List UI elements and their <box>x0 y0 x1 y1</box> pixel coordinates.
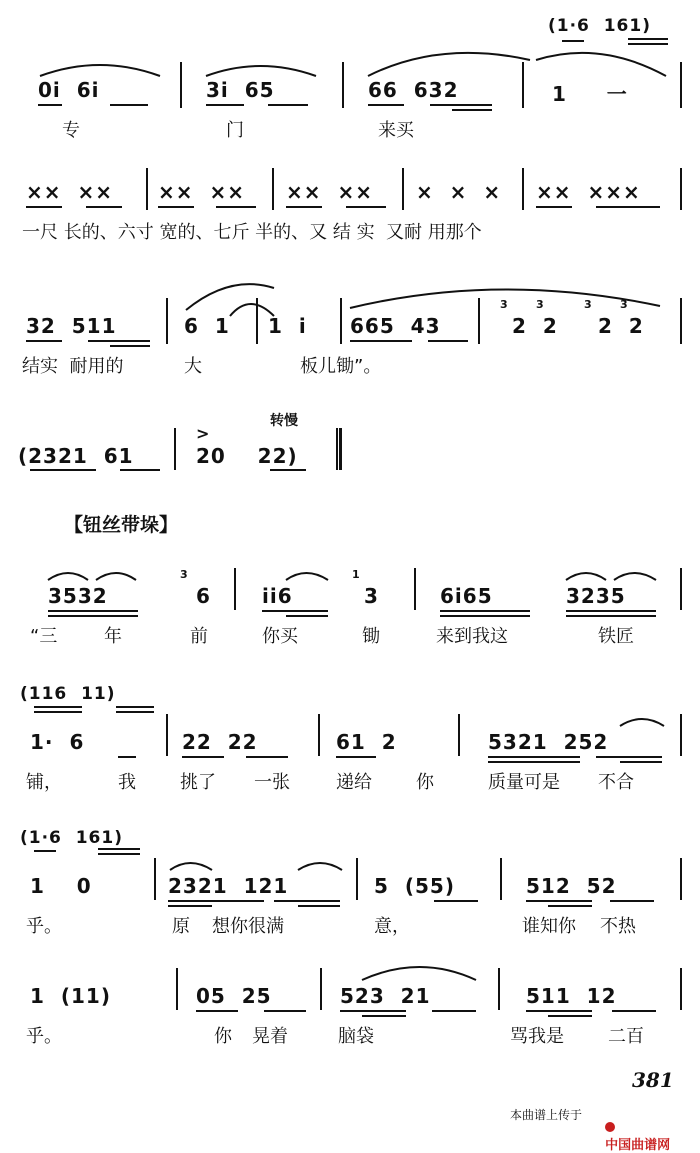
ending-notes-1: (2321 61 <box>18 444 134 468</box>
measure-18-notes: 5 (55) <box>374 874 455 898</box>
lyric-7-e: 谁知你 <box>522 916 576 937</box>
rhythm-5: ×× ××× <box>536 180 641 204</box>
measure-2-notes: 3i 65 <box>206 78 275 102</box>
measure-17-notes: 2321 121 <box>168 874 289 898</box>
lyric-6-a: 铺， <box>26 772 62 793</box>
measure-15-notes: 5321 252 <box>488 730 609 754</box>
lyric-8-b: 你 <box>214 1026 232 1047</box>
lyric-6-e: 递给 <box>336 772 372 793</box>
lyric-5-e: 锄 <box>362 626 380 647</box>
page-number: 381 <box>632 1068 674 1092</box>
tempo-mark: 转慢 <box>270 413 298 429</box>
measure-21-notes: 05 25 <box>196 984 272 1008</box>
lyric-7-d: 意， <box>374 916 410 937</box>
lyric-1-b: 门 <box>226 120 244 141</box>
measure-8-notes-a: 2 2 <box>512 314 558 338</box>
lyric-7-b: 原 <box>172 916 190 937</box>
lyric-8-e: 骂我是 <box>510 1026 564 1047</box>
grace-note: 3 <box>620 298 628 311</box>
grace-note: 3 <box>584 298 592 311</box>
lyric-5-d: 你买 <box>262 626 298 647</box>
lyric-8-d: 脑袋 <box>338 1026 374 1047</box>
lyric-5-b: 年 <box>104 626 122 647</box>
lyric-6-h: 不合 <box>598 772 634 793</box>
lyric-6-d: 一张 <box>254 772 290 793</box>
lyric-8-f: 二百 <box>608 1026 644 1047</box>
grace-note: 3 <box>500 298 508 311</box>
measure-20-notes: 1 (11) <box>30 984 111 1008</box>
lyric-7-a: 乎。 <box>26 916 62 937</box>
lyric-5-f: 来到我这 <box>436 626 508 647</box>
intro-phrase-3: (1·6 161) <box>20 828 123 848</box>
grace-note: 1 <box>352 568 360 581</box>
logo-text: 中国曲谱网 <box>605 1138 671 1153</box>
section-title: 【钮丝带垛】 <box>64 514 179 536</box>
measure-4-notes: 1 一 <box>552 82 628 106</box>
lyric-7-c: 想你很满 <box>212 916 284 937</box>
lyric-5-a: “三 <box>30 626 58 647</box>
lyric-1-a: 专 <box>62 120 80 141</box>
measure-8-notes-b: 2 2 <box>598 314 644 338</box>
measure-6-notes: 6 1 <box>184 314 230 338</box>
logo-icon <box>605 1122 615 1132</box>
measure-10-notes-b: 3 <box>364 584 379 608</box>
measure-6b-notes: 1 i <box>268 314 307 338</box>
lyric-1-c: 来买 <box>378 120 414 141</box>
intro-phrase-1: (1·6 161) <box>548 16 651 36</box>
lyric-6-f: 你 <box>416 772 434 793</box>
rhythm-3: ×× ×× <box>286 180 373 204</box>
accent-mark: > <box>196 424 210 443</box>
measure-10-notes-a: ii6 <box>262 584 293 608</box>
lyric-5-g: 铁匠 <box>598 626 634 647</box>
ending-notes-2: 20 22) <box>196 444 298 468</box>
measure-5-notes: 32 511 <box>26 314 117 338</box>
intro-phrase-2: (116 11) <box>20 684 116 704</box>
measure-11-notes-b: 3235 <box>566 584 626 608</box>
rhythm-1: ×× ×× <box>26 180 113 204</box>
measure-19-notes: 512 52 <box>526 874 617 898</box>
measure-3-notes: 66 632 <box>368 78 459 102</box>
lyric-2: 一尺 长的、六寸 宽的、七斤 半的、又 结 实 又耐 用那个 <box>22 222 482 243</box>
lyric-8-c: 晃着 <box>252 1026 288 1047</box>
measure-9-notes-a: 3532 <box>48 584 108 608</box>
measure-1-notes: 0i 6i <box>38 78 100 102</box>
lyric-6-b: 我 <box>118 772 136 793</box>
grace-note: 3 <box>180 568 188 581</box>
lyric-5-c: 前 <box>190 626 208 647</box>
measure-22-notes: 523 21 <box>340 984 431 1008</box>
lyric-3-c: 板儿锄”。 <box>300 356 382 377</box>
lyric-8-a: 乎。 <box>26 1026 62 1047</box>
site-logo <box>596 1104 670 1153</box>
rhythm-4: × × × <box>416 180 502 204</box>
measure-13-notes: 22 22 <box>182 730 258 754</box>
lyric-3-a: 结实 耐用的 <box>22 356 124 377</box>
rhythm-2: ×× ×× <box>158 180 245 204</box>
lyric-3-b: 大 <box>184 356 202 377</box>
measure-12-notes: 1· 6 <box>30 730 85 754</box>
measure-11-notes-a: 6i65 <box>440 584 493 608</box>
footer-text: 本曲谱上传于 <box>510 1108 583 1122</box>
lyric-6-c: 挑了 <box>180 772 216 793</box>
measure-7-notes: 665 43 <box>350 314 441 338</box>
measure-16-notes: 1 0 <box>30 874 92 898</box>
measure-9-notes-b: 6 <box>196 584 211 608</box>
measure-23-notes: 511 12 <box>526 984 617 1008</box>
lyric-7-f: 不热 <box>600 916 636 937</box>
measure-14-notes: 61 2 <box>336 730 397 754</box>
lyric-6-g: 质量可是 <box>488 772 560 793</box>
grace-note: 3 <box>536 298 544 311</box>
